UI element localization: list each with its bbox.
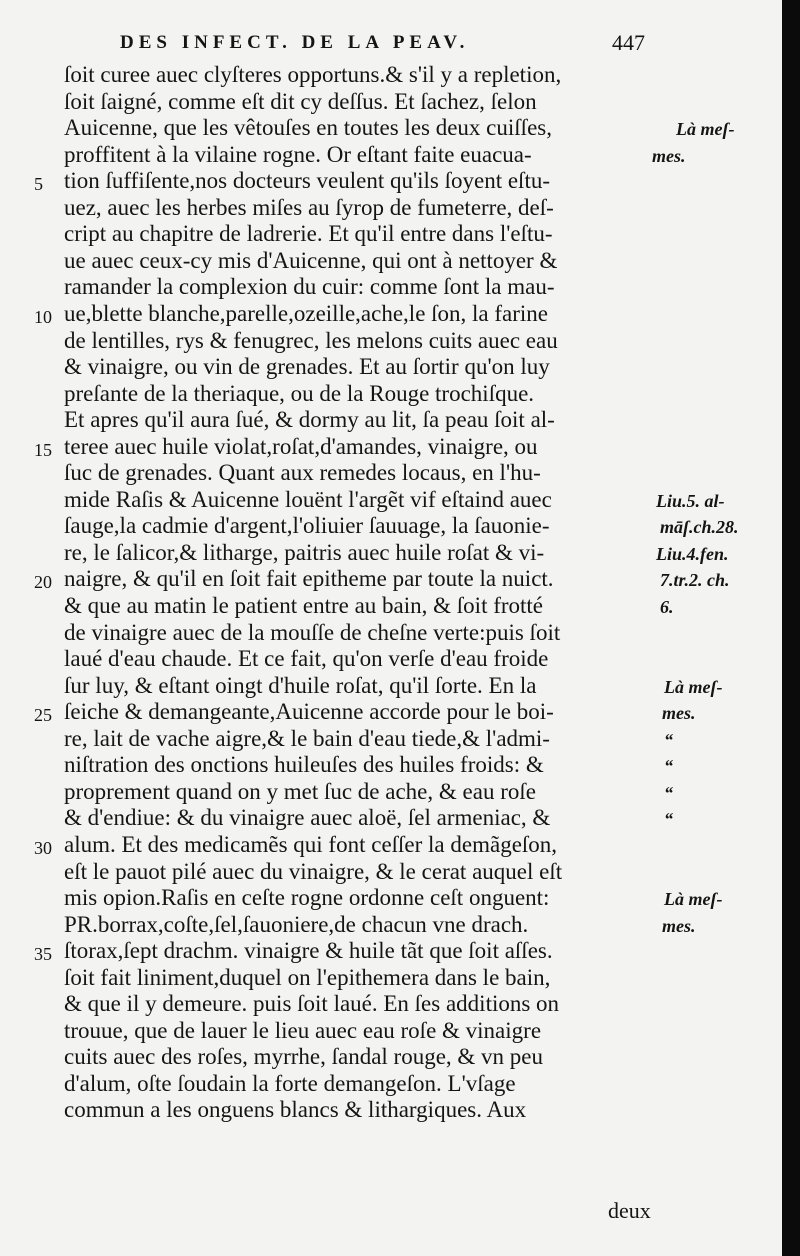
text-line: naigre, & qu'il en ſoit fait epitheme par toute la nuict.: [64, 566, 554, 592]
margin-note: “: [664, 729, 673, 750]
margin-note: 7.tr.2. ch.: [660, 570, 730, 591]
text-line: tion ſuffiſente,nos docteurs veulent qu'ils ſoyent eſtu-: [64, 168, 550, 194]
text-line: de vinaigre auec de la mouſſe de cheſne verte:puis ſoit: [64, 619, 561, 645]
text-line: ramander la complexion du cuir: comme ſont la mau-: [64, 274, 555, 300]
running-head: DES INFECT. DE LA PEAV.: [120, 32, 470, 53]
text-line: mide Raſis & Auicenne louënt l'argẽt vif eſtaind auec: [64, 486, 552, 512]
text-line: ſoit ſaigné, comme eſt dit cy deſſus. Et ſachez, ſelon: [64, 88, 537, 114]
catchword: deux: [608, 1198, 651, 1223]
line-number: 5: [34, 174, 43, 195]
margin-note: 6.: [660, 597, 674, 617]
text-line: ſeiche & demangeante,Auicenne accorde pour le boi-: [64, 699, 554, 725]
text-line: re, le ſalicor,& litharge, paitris auec huile roſat & vi-: [64, 539, 545, 565]
text-line: laué d'eau chaude. Et ce fait, qu'on verſe d'eau froide: [64, 646, 549, 672]
line-number: 10: [34, 306, 52, 327]
text-line: & que il y demeure. puis ſoit laué. En ſes additions on: [64, 991, 560, 1017]
line-number: 15: [34, 439, 52, 460]
margin-note: Liu.5. al-: [656, 490, 725, 511]
text-line: eſt le pauot pilé auec du vinaigre, & le cerat auquel eſt: [64, 858, 563, 884]
page-number: 447: [612, 30, 645, 55]
text-line: preſante de la theriaque, ou de la Rouge trochiſque.: [64, 380, 535, 406]
text-line: commun a les onguens blancs & lithargiques. Aux: [64, 1097, 527, 1123]
margin-note: mes.: [662, 915, 696, 936]
margin-note: Là meſ-: [664, 889, 723, 910]
text-line: re, lait de vache aigre,& le bain d'eau tiede,& l'admi-: [64, 725, 550, 751]
margin-note: Liu.4.fen.: [656, 543, 729, 564]
margin-note: Là meſ-: [676, 119, 735, 140]
text-line: teree auec huile violat,roſat,d'amandes, vinaigre, ou: [64, 433, 538, 459]
text-line: mis opion.Raſis en ceſte rogne ordonne ceſt onguent:: [64, 885, 550, 911]
text-line: de lentilles, rys & fenugrec, les melons cuits auec eau: [64, 327, 558, 353]
text-line: uez, auec les herbes miſes au ſyrop de fumeterre, deſ-: [64, 194, 554, 220]
text-line: & d'endiue: & du vinaigre auec aloë, ſel armeniac, &: [64, 805, 551, 831]
text-line: proprement quand on y met ſuc de ache, & eau roſe: [64, 778, 536, 804]
text-line: ſoit fait liniment,duquel on l'epithemera dans le bain,: [64, 964, 551, 990]
text-line: ſauge,la cadmie d'argent,l'oliuier ſauuage, la ſauonie-: [64, 513, 550, 539]
margin-note: “: [664, 809, 673, 830]
text-line: ſuc de grenades. Quant aux remedes locaus, en l'hu-: [64, 460, 541, 486]
text-line: ſur luy, & eſtant oingt d'huile roſat, qu'il ſorte. En la: [64, 672, 537, 698]
text-line: cript au chapitre de ladrerie. Et qu'il entre dans l'eſtu-: [64, 221, 553, 247]
margin-note: Là meſ-: [664, 676, 723, 697]
margin-note: mes.: [652, 145, 686, 166]
text-line: proffitent à la vilaine rogne. Or eſtant faite euacua-: [64, 141, 532, 167]
page-edge-shadow: [782, 0, 800, 1256]
text-line: cuits auec des roſes, myrrhe, ſandal rouge, & vn peu: [64, 1044, 544, 1070]
text-line: d'alum, oſte ſoudain la forte demangeſon. L'vſage: [64, 1070, 516, 1096]
margin-note: mes.: [662, 703, 696, 724]
text-line: alum. Et des medicamẽs qui font ceſſer la demãgeſon,: [64, 831, 558, 857]
line-number: 20: [34, 572, 52, 593]
text-line: trouue, que de lauer le lieu auec eau roſe & vinaigre: [64, 1017, 542, 1043]
margin-note: “: [664, 756, 673, 777]
text-line: ſoit curee auec clyſteres opportuns.& s'il y a repletion,: [64, 62, 562, 87]
text-line: ſtorax,ſept drachm. vinaigre & huile tãt que ſoit aſſes.: [64, 938, 553, 964]
text-line: PR.borrax,coſte,ſel,ſauoniere,de chacun vne drach.: [64, 911, 529, 937]
text-line: ue auec ceux-cy mis d'Auicenne, qui ont à nettoyer &: [64, 247, 558, 273]
line-number: 30: [34, 837, 52, 858]
text-line: Et apres qu'il aura ſué, & dormy au lit, ſa peau ſoit al-: [64, 407, 555, 433]
text-line: Auicenne, que les vêtouſes en toutes les deux cuiſſes,: [64, 115, 552, 141]
text-line: niſtration des onctions huileuſes des huiles froids: &: [64, 752, 544, 778]
text-line: & vinaigre, ou vin de grenades. Et au ſortir qu'on luy: [64, 354, 550, 380]
margin-note: “: [664, 782, 673, 803]
margin-note: māſ.ch.28.: [660, 517, 739, 538]
text-line: ue,blette blanche,parelle,ozeille,ache,le ſon, la farine: [64, 300, 549, 326]
line-number: 35: [34, 944, 52, 965]
text-line: & que au matin le patient entre au bain, & ſoit frotté: [64, 593, 544, 618]
line-number: 25: [34, 705, 52, 726]
